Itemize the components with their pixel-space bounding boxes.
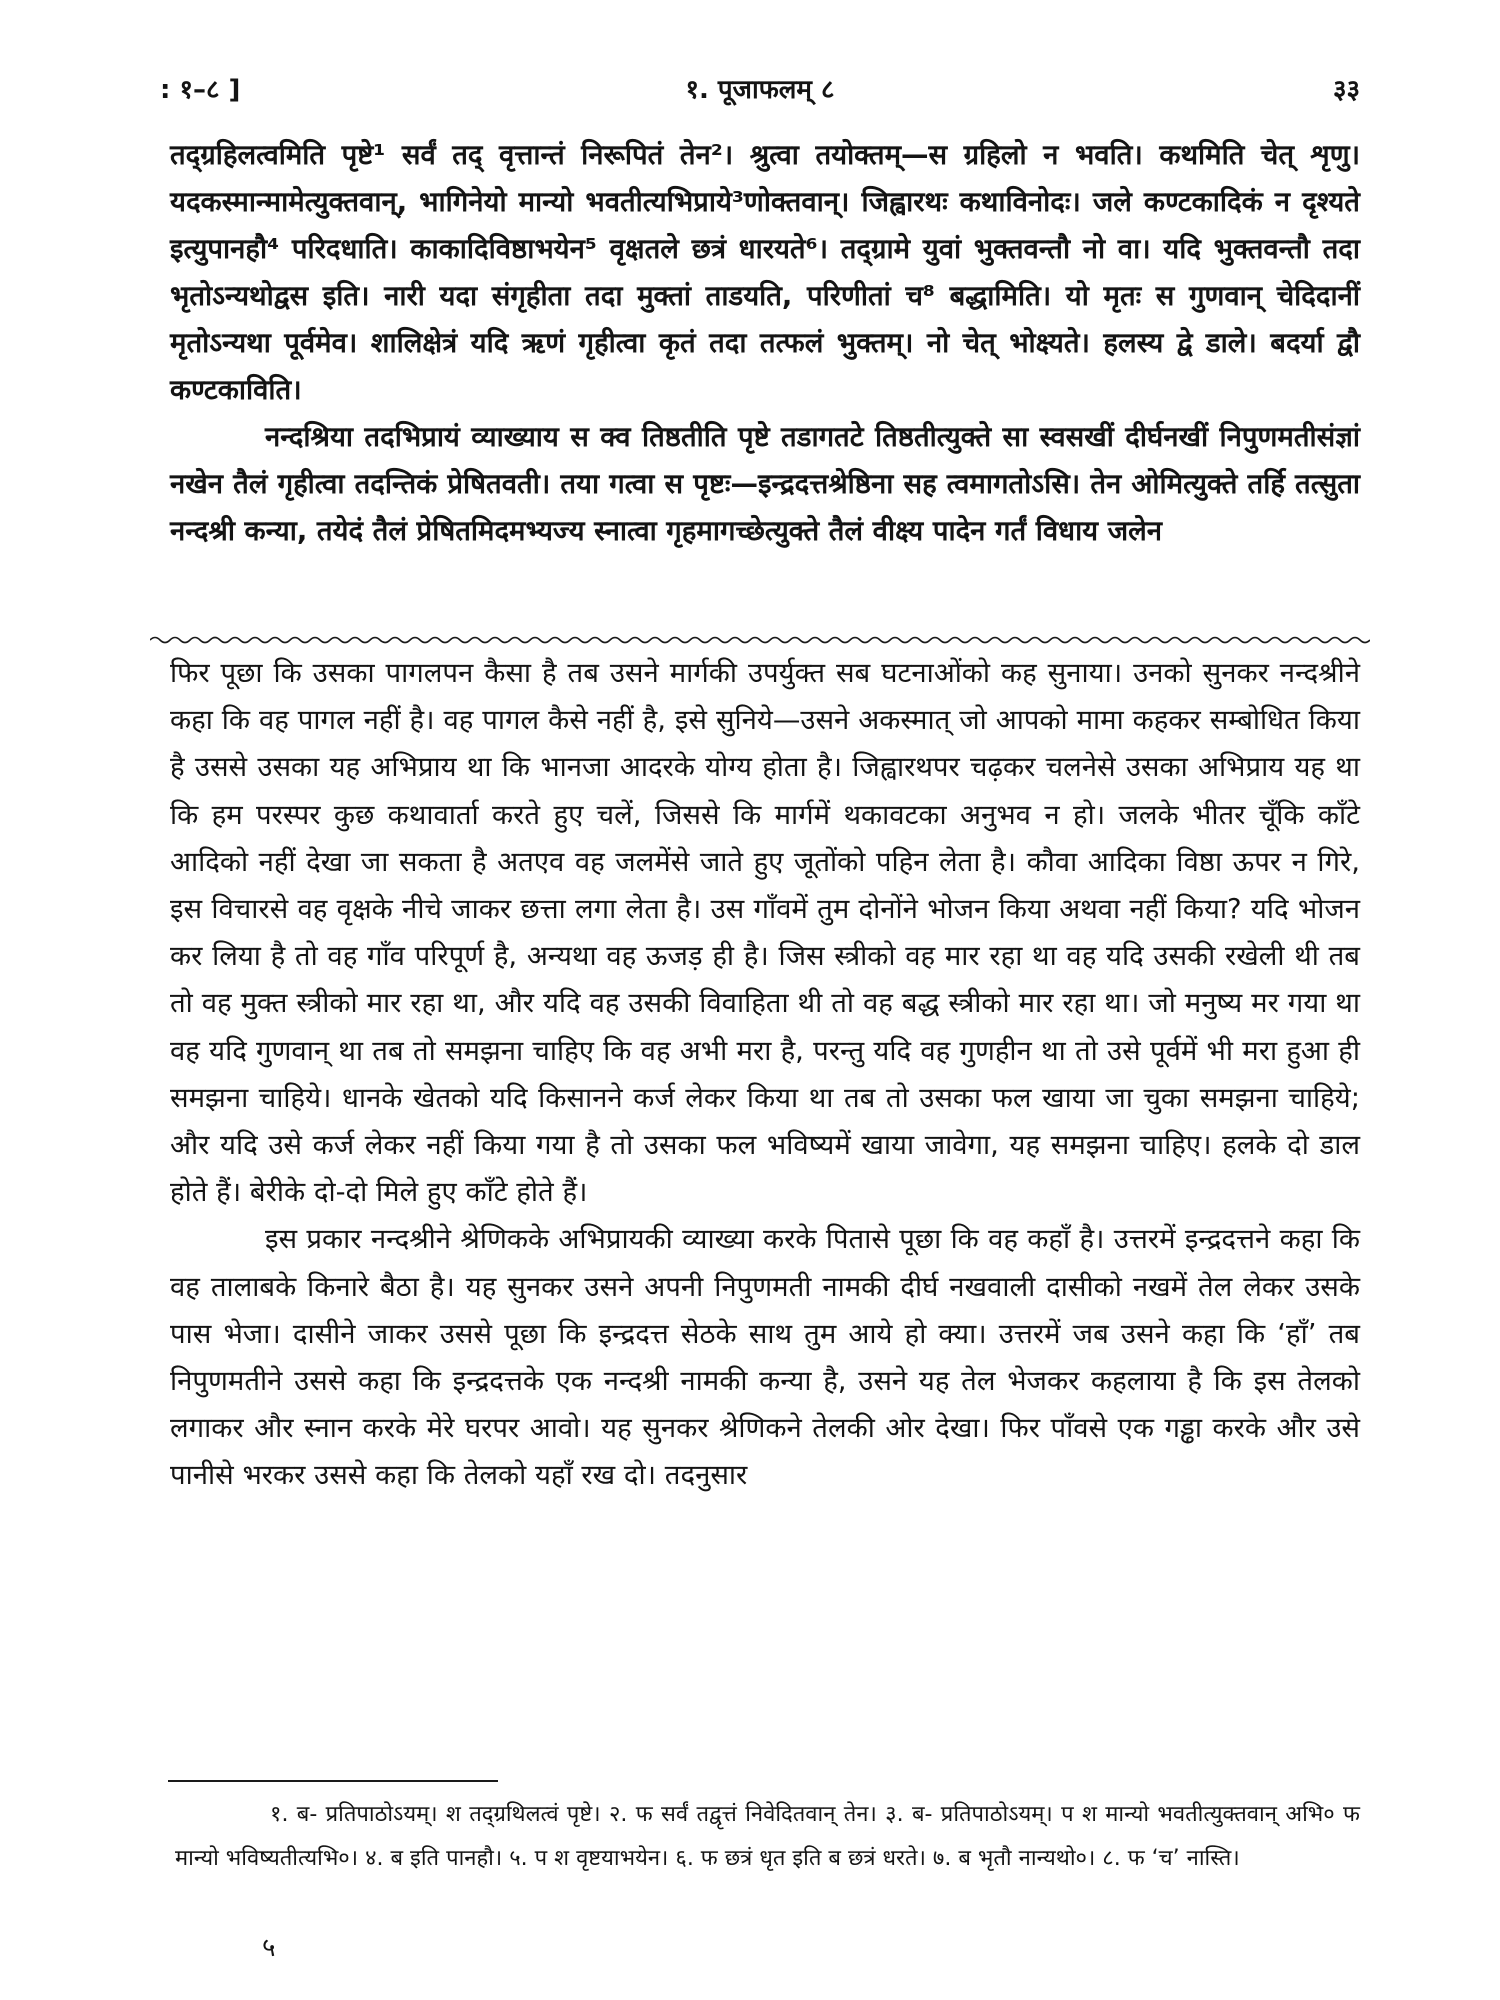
header-chapter-title: १. पूजाफलम् ८ <box>685 75 835 105</box>
sanskrit-text-block <box>170 132 1360 555</box>
wavy-divider <box>150 635 1370 645</box>
footnotes <box>175 1793 1360 1881</box>
sanskrit-paragraph: तद्ग्रहिलत्वमिति पृष्टे¹ सर्वं तद् वृत्तान्तं निरूपितं तेन²। श्रुत्वा तयोक्तम्—स ग्रहिलो न भवति। कथमिति चेत् शृणु। यदकस्मान्मामेत्युक्तवान्, भागिनेयो मान्यो भवतीत्यभिप्राये³णोक्तवान्। जिह्वारथः कथाविनोदः। जले कण्टकादिकं न दृश्यते इत्युपानहौ⁴ परिदधाति। काकादिविष्ठाभयेन⁵ वृक्षतले छत्रं धारयते⁶। तद्ग्रामे युवां भुक्तवन्तौ नो वा। यदि भुक्तवन्तौ तदा भृतोऽन्यथोद्वस इति। नारी यदा संगृहीता तदा मुक्तां ताडयति, परिणीतां च⁸ बद्धामिति। यो मृतः स गुणवान् चेदिदानीं मृतोऽन्यथा पूर्वमेव। शालिक्षेत्रं यदि ऋणं गृहीत्वा कृतं तदा तत्फलं भुक्तम्। नो चेत् भोक्ष्यते। हलस्य द्वे डाले। बदर्या द्वौ कण्टकाविति। <box>170 139 1360 406</box>
hindi-paragraph: इस प्रकार नन्दश्रीने श्रेणिकके अभिप्रायकी व्याख्या करके पितासे पूछा कि वह कहाँ है। उत्तरमें इन्द्रदत्तने कहा कि वह तालाबके किनारे बैठा है। यह सुनकर उसने अपनी निपुणमती नामकी दीर्घ नखवाली दासीको नखमें तेल लेकर उसके पास भेजा। दासीने जाकर उससे पूछा कि इन्द्रदत्त सेठके साथ तुम आये हो क्या। उत्तरमें जब उसने कहा कि ‘हाँ’ तब निपुणमतीने उससे कहा कि इन्द्रदत्तके एक नन्दश्री नामकी कन्या है, उसने यह तेल भेजकर कहलाया है कि इस तेलको लगाकर और स्नान करके मेरे घरपर आवो। यह सुनकर श्रेणिकने तेलकी ओर देखा। फिर पाँवसे एक गड्ढा करके और उसे पानीसे भरकर उससे कहा कि तेलको यहाँ रख दो। तदनुसार <box>170 1223 1360 1492</box>
signature-mark: ५ <box>262 1933 276 1963</box>
header-verse-range: : १–८ ] <box>160 75 241 105</box>
page-header <box>160 70 1360 110</box>
footnote-text: १. ब- प्रतिपाठोऽयम्। श तद्ग्रथिलत्वं पृष्टे। २. फ सर्वं तद्वृत्तं निवेदितवान् तेन। ३. ब- प्रतिपाठोऽयम्। प श मान्यो भवतीत्युक्तवान् अभि० फ मान्यो भविष्यतीत्यभि०। ४. ब इति पानहौ। ५. प श वृष्टयाभयेन। ६. फ छत्रं धृत इति ब छत्रं धरते। ७. ब भृतौ नान्यथो०। ८. फ ‘च’ नास्ति। <box>175 1802 1360 1871</box>
hindi-paragraph: फिर पूछा कि उसका पागलपन कैसा है तब उसने मार्गकी उपर्युक्त सब घटनाओंको कह सुनाया। उनको सुनकर नन्दश्रीने कहा कि वह पागल नहीं है। वह पागल कैसे नहीं है, इसे सुनिये—उसने अकस्मात् जो आपको मामा कहकर सम्बोधित किया है उससे उसका यह अभिप्राय था कि भानजा आदरके योग्य होता है। जिह्वारथपर चढ़कर चलनेसे उसका अभिप्राय यह था कि हम परस्पर कुछ कथावार्ता करते हुए चलें, जिससे कि मार्गमें थकावटका अनुभव न हो। जलके भीतर चूँकि काँटे आदिको नहीं देखा जा सकता है अतएव वह जलमेंसे जाते हुए जूतोंको पहिन लेता है। कौवा आदिका विष्ठा ऊपर न गिरे, इस विचारसे वह वृक्षके नीचे जाकर छत्ता लगा लेता है। उस गाँवमें तुम दोनोंने भोजन किया अथवा नहीं किया? यदि भोजन कर लिया है तो वह गाँव परिपूर्ण है, अन्यथा वह ऊजड़ ही है। जिस स्त्रीको वह मार रहा था वह यदि उसकी रखेली थी तब तो वह मुक्त स्त्रीको मार रहा था, और यदि वह उसकी विवाहिता थी तो वह बद्ध स्त्रीको मार रहा था। जो मनुष्य मर गया था वह यदि गुणवान् था तब तो समझना चाहिए कि वह अभी मरा है, परन्तु यदि वह गुणहीन था तो उसे पूर्वमें भी मरा हुआ ही समझना चाहिये। धानके खेतको यदि किसानने कर्ज लेकर किया था तब तो उसका फल खाया जा चुका समझना चाहिये; और यदि उसे कर्ज लेकर नहीं किया गया है तो उसका फल भविष्यमें खाया जावेगा, यह समझना चाहिए। हलके दो डाल होते हैं। बेरीके दो-दो मिले हुए काँटे होते हैं। <box>170 657 1360 1209</box>
page-number: ३३ <box>1332 75 1360 105</box>
hindi-translation-block <box>170 650 1360 1500</box>
footnote-rule <box>168 1780 498 1782</box>
sanskrit-paragraph: नन्दश्रिया तदभिप्रायं व्याख्याय स क्व तिष्ठतीति पृष्टे तडागतटे तिष्ठतीत्युक्ते सा स्वसखीं दीर्घनखीं निपुणमतीसंज्ञां नखेन तैलं गृहीत्वा तदन्तिकं प्रेषितवती। तया गत्वा स पृष्टः—इन्द्रदत्तश्रेष्ठिना सह त्वमागतोऽसि। तेन ओमित्युक्ते तर्हि तत्सुता नन्दश्री कन्या, तयेदं तैलं प्रेषितमिदमभ्यज्य स्नात्वा गृहमागच्छेत्युक्ते तैलं वीक्ष्य पादेन गर्तं विधाय जलेन <box>170 421 1360 547</box>
